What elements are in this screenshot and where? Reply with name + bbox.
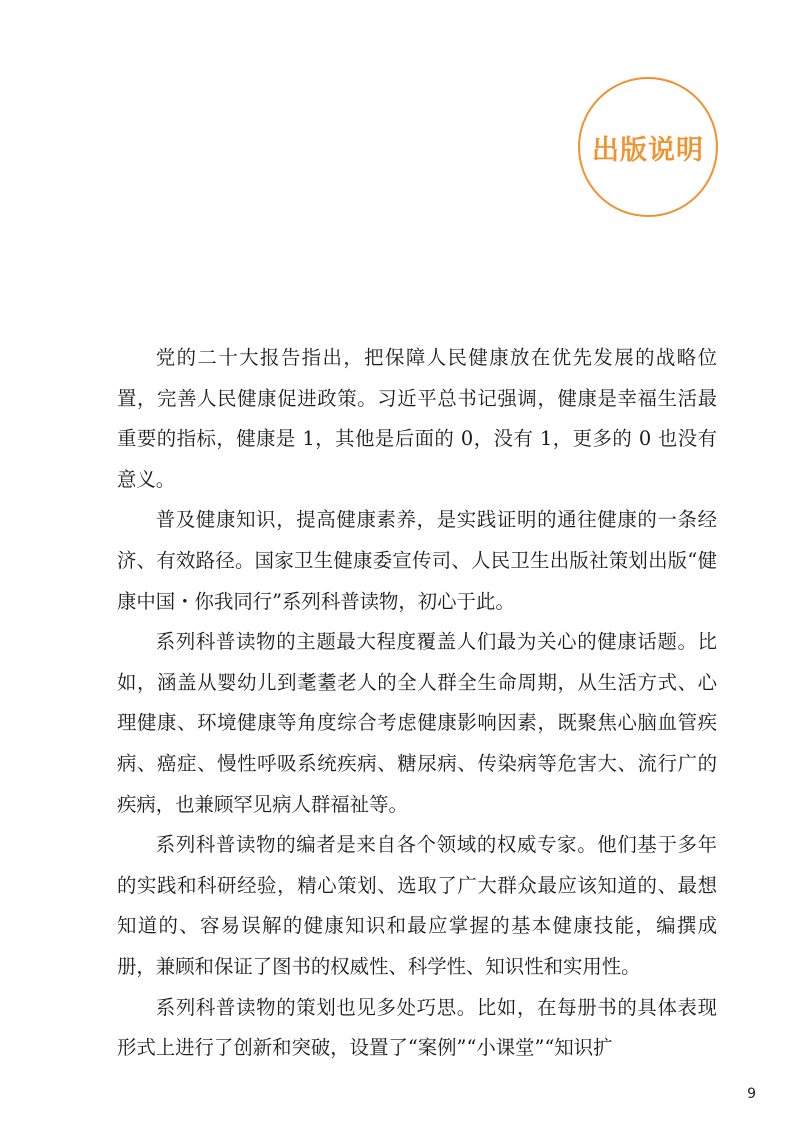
section-title-badge [578, 77, 718, 217]
paragraph: 党的二十大报告指出，把保障人民健康放在优先发展的战略位置，完善人民健康促进政策。习近平总书记强调，健康是幸福生活最重要的指标，健康是 1，其他是后面的 0，没有 1，更多的 0 也没有意义。 [117, 346, 717, 491]
paragraph: 系列科普读物的主题最大程度覆盖人们最为关心的健康话题。比如，涵盖从婴幼儿到耄耋老人的全人群全生命周期，从生活方式、心理健康、环境健康等角度综合考虑健康影响因素，既聚焦心脑血管疾病、癌症、慢性呼吸系统疾病、糖尿病、传染病等危害大、流行广的疾病，也兼顾罕见病人群福祉等。 [117, 630, 717, 816]
body-text [117, 338, 717, 1069]
paragraph: 普及健康知识，提高健康素养，是实践证明的通往健康的一条经济、有效路径。国家卫生健康委宣传司、人民卫生出版社策划出版“健康中国・你我同行”系列科普读物，初心于此。 [117, 508, 717, 613]
page-number: 9 [747, 1086, 756, 1102]
section-title: 出版说明 [592, 134, 704, 166]
paragraph: 系列科普读物的编者是来自各个领域的权威专家。他们基于多年的实践和科研经验，精心策划、选取了广大群众最应该知道的、最想知道的、容易误解的健康知识和最应掌握的基本健康技能，编撰成册，兼顾和保证了图书的权威性、科学性、知识性和实用性。 [117, 833, 717, 978]
paragraph: 系列科普读物的策划也见多处巧思。比如，在每册书的具体表现形式上进行了创新和突破，设置了“案例”“小课堂”“知识扩 [117, 995, 717, 1060]
